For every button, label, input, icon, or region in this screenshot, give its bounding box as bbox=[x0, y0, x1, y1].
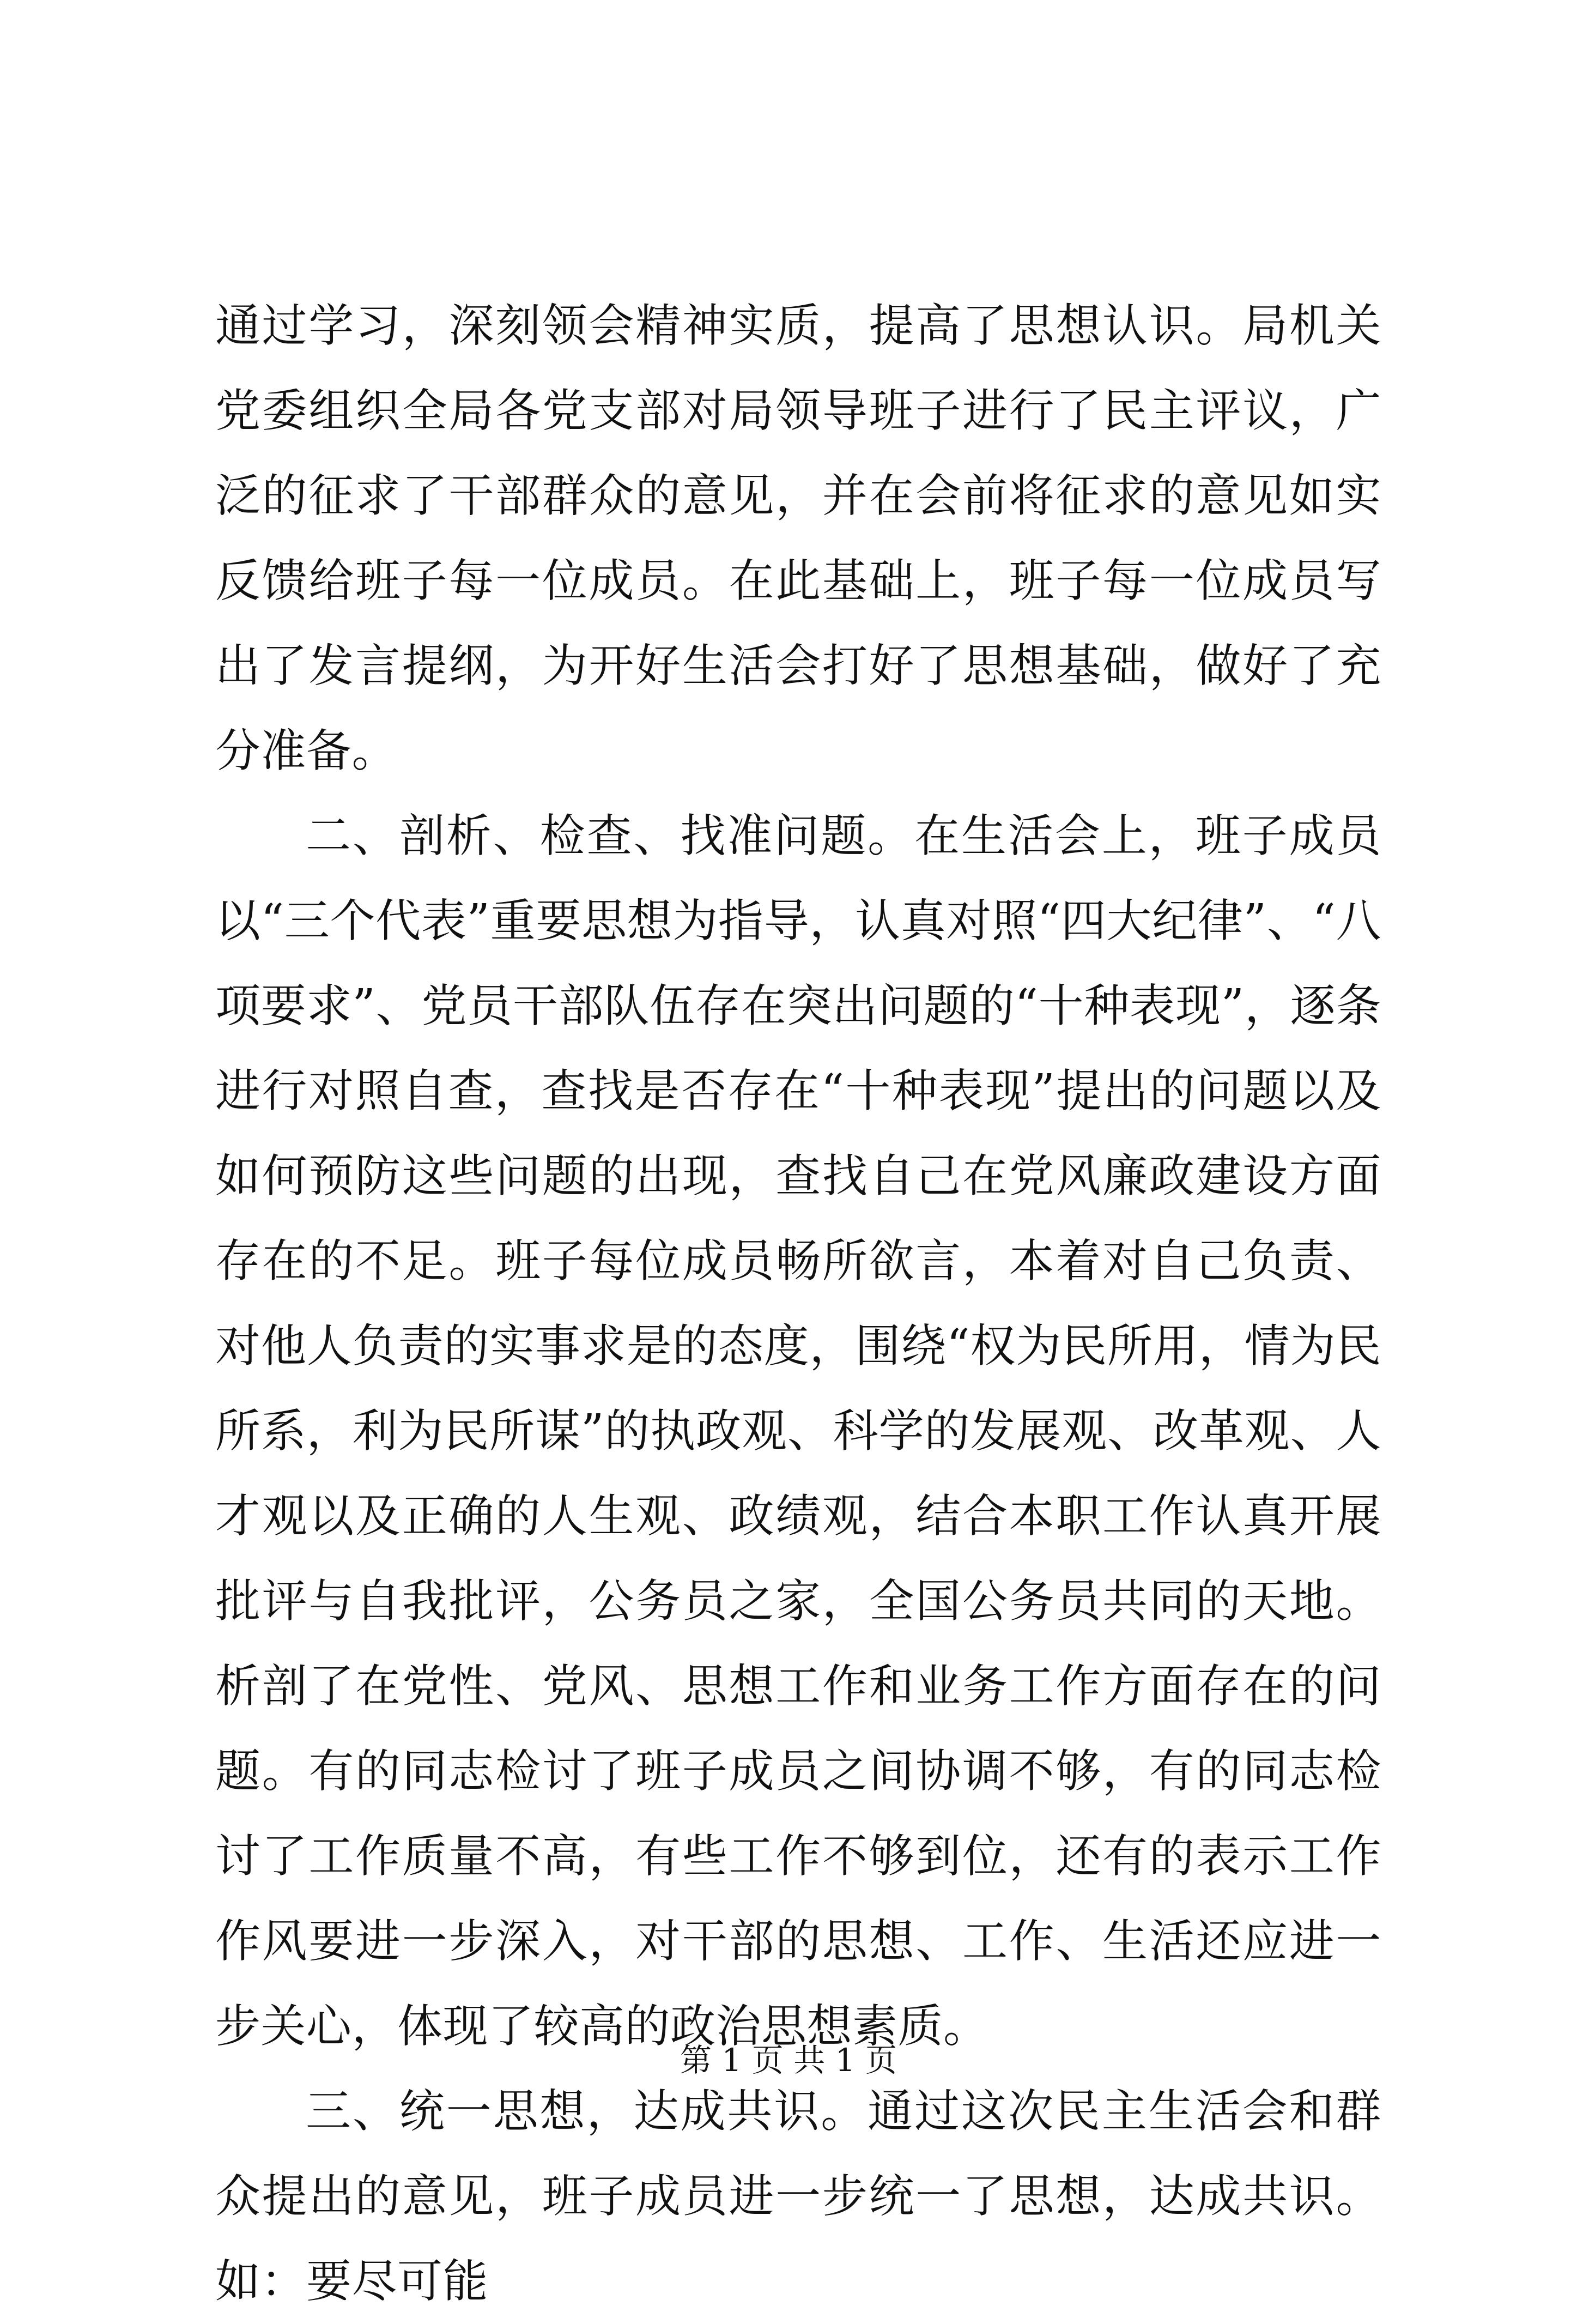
page-footer: 第 1 页 共 1 页 bbox=[680, 2042, 897, 2079]
paragraph-3: 三、统一思想，达成共识。通过这次民主生活会和群众提出的意见，班子成员进一步统一了思想，达成共识。如：要尽可能 bbox=[215, 2085, 1381, 2308]
paragraph-1: 通过学习，深刻领会精神实质，提高了思想认识。局机关党委组织全局各党支部对局领导班子进行了民主评议，广泛的征求了干部群众的意见，并在会前将征求的意见如实反馈给班子每一位成员。在此基础上，班子每一位成员写出了发言提纲，为开好生活会打好了思想基础，做好了充分准备。 bbox=[215, 299, 1381, 777]
document-body bbox=[215, 283, 1381, 2324]
paragraph-2: 二、剖析、检查、找准问题。在生活会上，班子成员以“三个代表”重要思想为指导，认真对照“四大纪律”、“八项要求”、党员干部队伍存在突出问题的“十种表现”，逐条进行对照自查，查找是否存在“十种表现”提出的问题以及如何预防这些问题的出现，查找自己在党风廉政建设方面存在的不足。班子每位成员畅所欲言，本着对自己负责、对他人负责的实事求是的态度，围绕“权为民所用，情为民所系，利为民所谋”的执政观、科学的发展观、改革观、人才观以及正确的人生观、政绩观，结合本职工作认真开展批评与自我批评，公务员之家，全国公务员共同的天地。析剖了在党性、党风、思想工作和业务工作方面存在的问题。有的同志检讨了班子成员之间协调不够，有的同志检讨了工作质量不高，有些工作不够到位，还有的表示工作作风要进一步深入，对干部的思想、工作、生活还应进一步关心，体现了较高的政治思想素质。 bbox=[215, 809, 1381, 2053]
